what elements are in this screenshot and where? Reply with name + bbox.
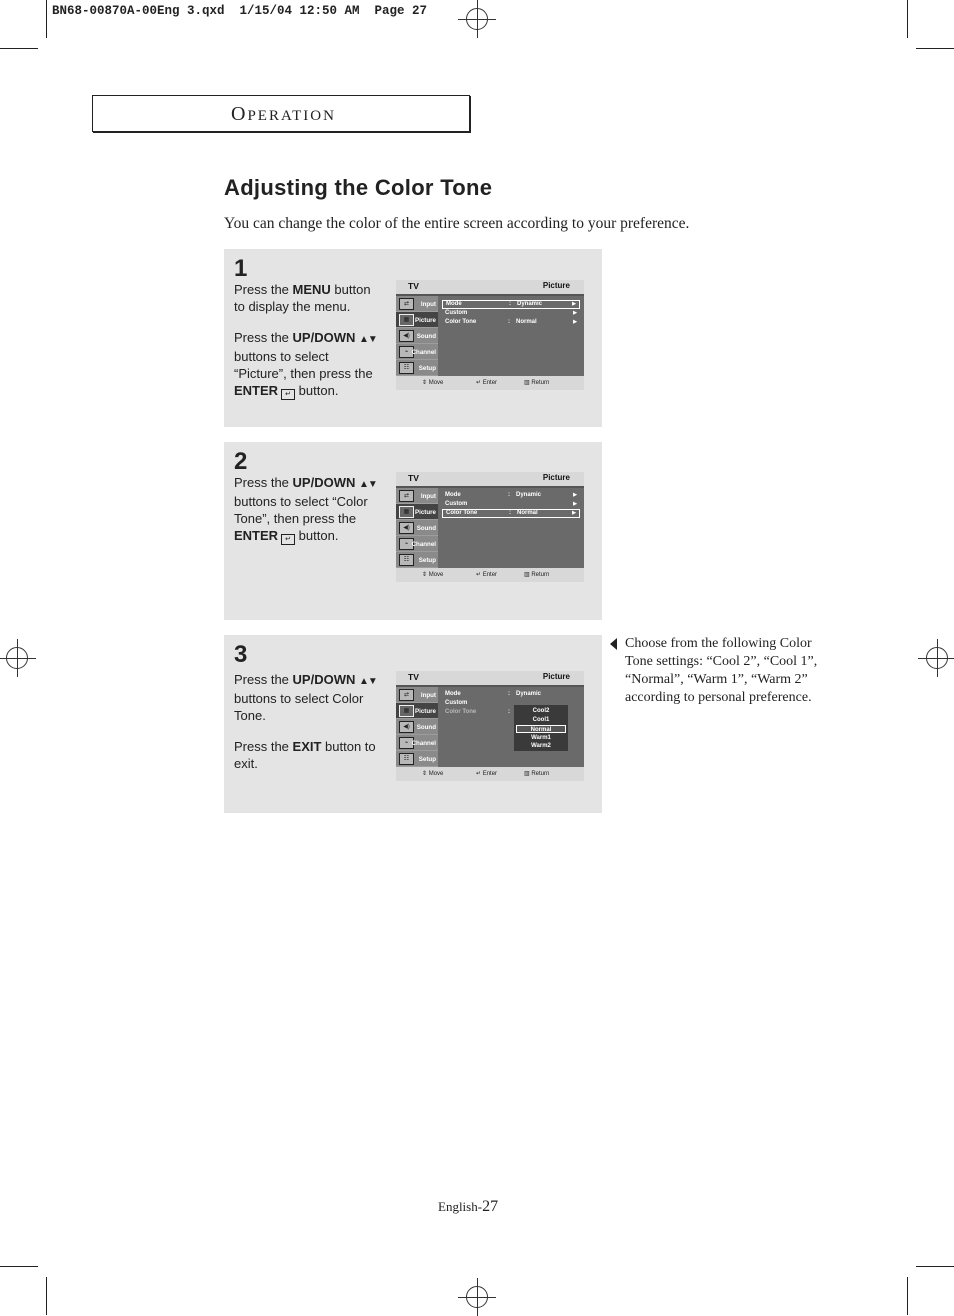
row-value: Dynamic xyxy=(517,301,543,307)
section-header-rest: PERATION xyxy=(247,108,336,124)
step-1-panel xyxy=(224,249,602,427)
footer-label: Enter xyxy=(482,771,498,777)
sound-icon: ◀) xyxy=(399,330,414,342)
osd-menu-label: Channel xyxy=(411,541,436,548)
pointer-triangle-icon xyxy=(610,638,617,650)
side-note xyxy=(610,635,830,707)
osd-menu-label: Setup xyxy=(418,756,436,763)
up-down-arrow-icon: ▲▼ xyxy=(359,334,377,345)
crop-mark xyxy=(907,1277,908,1315)
row-name: Color Tone xyxy=(445,709,477,715)
input-icon: ⇄ xyxy=(399,298,414,310)
osd-menu-input xyxy=(396,296,438,312)
osd-menu-label: Input xyxy=(420,692,436,699)
footer-label: Move xyxy=(428,380,444,386)
row-name: Color Tone xyxy=(445,319,477,325)
footer-label: Move xyxy=(428,572,444,578)
chevron-right-icon: ▶ xyxy=(572,301,576,307)
osd-row-custom xyxy=(442,501,580,509)
osd-content xyxy=(438,488,584,568)
osd-return-hint: ▥ Return xyxy=(524,380,550,386)
print-header: BN68-00870A-00Eng 3.qxd 1/15/04 12:50 AM Page 27 xyxy=(52,4,428,18)
sound-icon: ◀) xyxy=(399,721,414,733)
osd-menu-label: Sound xyxy=(416,525,436,532)
osd-row-color-tone xyxy=(442,509,580,518)
note-text: Choose from the following Color Tone settings: “Cool 2”, “Cool 1”, “Normal”, “Warm 1”, “Warm 2” according to personal preference. xyxy=(625,636,818,705)
footer-label: Move xyxy=(428,771,444,777)
crop-mark xyxy=(916,1266,954,1267)
chevron-right-icon: ▶ xyxy=(573,501,577,507)
tv-osd-screen xyxy=(396,280,584,390)
enter-key-label: ENTER xyxy=(234,528,279,543)
osd-menu-label: Sound xyxy=(416,724,436,731)
osd-title-bar xyxy=(396,280,584,294)
text: button to display the menu. xyxy=(234,282,371,314)
enter-icon: ↵ xyxy=(281,534,295,545)
osd-menu-label: Setup xyxy=(418,557,436,564)
osd-menu-setup xyxy=(396,360,438,376)
up-down-arrow-icon: ▲▼ xyxy=(359,676,377,687)
step-number: 2 xyxy=(234,448,248,475)
text: Press the xyxy=(234,739,293,754)
osd-enter-hint: ↵ Enter xyxy=(476,572,498,578)
picture-icon: ▦ xyxy=(399,506,414,518)
row-value: Normal xyxy=(516,319,537,325)
step-instructions xyxy=(234,671,384,786)
step-2-panel xyxy=(224,442,602,620)
dropdown-option: Cool2 xyxy=(532,708,550,714)
step-instructions xyxy=(234,281,384,413)
osd-menu-picture xyxy=(396,703,438,719)
crop-mark xyxy=(46,0,47,38)
row-name: Custom xyxy=(445,501,468,507)
text: Press the xyxy=(234,330,293,345)
setup-icon: ☷ xyxy=(399,753,414,765)
chevron-right-icon: ▶ xyxy=(572,510,576,516)
osd-enter-hint: ↵ Enter xyxy=(476,771,498,777)
exit-key-label: EXIT xyxy=(292,739,322,754)
crop-mark xyxy=(46,1277,47,1315)
tv-osd-screen xyxy=(396,671,584,781)
crop-mark xyxy=(0,1266,38,1267)
osd-header: Picture xyxy=(542,281,570,290)
chevron-right-icon: ▶ xyxy=(573,319,577,325)
osd-menu-label: Picture xyxy=(415,509,436,516)
step-3-panel xyxy=(224,635,602,813)
crop-mark xyxy=(0,48,38,49)
chevron-right-icon: ▶ xyxy=(573,310,577,316)
section-header xyxy=(92,95,470,132)
chevron-right-icon: ▶ xyxy=(573,492,577,498)
text: Press the xyxy=(234,475,293,490)
row-colon: : xyxy=(508,691,510,697)
osd-tv-label: TV xyxy=(408,473,419,483)
text: buttons to select “Color Tone”, then press the xyxy=(234,494,368,526)
channel-icon: ⌁ xyxy=(399,737,414,749)
osd-title-bar xyxy=(396,671,584,685)
osd-row-custom xyxy=(442,310,580,318)
updown-key-label: UP/DOWN xyxy=(292,672,356,687)
enter-key-label: ENTER xyxy=(234,383,279,398)
osd-return-hint: ▥ Return xyxy=(524,572,550,578)
step-number: 3 xyxy=(234,641,248,668)
osd-move-hint: ⇕ Move xyxy=(422,771,444,777)
osd-enter-hint: ↵ Enter xyxy=(476,380,498,386)
text: buttons to select “Picture”, then press the xyxy=(234,349,373,381)
registration-mark xyxy=(466,8,488,30)
section-header-initial: O xyxy=(231,103,248,125)
row-colon: : xyxy=(508,492,510,498)
osd-header: Picture xyxy=(542,473,570,482)
osd-menu-setup xyxy=(396,751,438,767)
step-instructions xyxy=(234,474,384,558)
dropdown-option: Warm2 xyxy=(531,743,551,749)
footer-label: Return xyxy=(531,771,550,777)
osd-sidebar xyxy=(396,687,438,767)
osd-sidebar xyxy=(396,488,438,568)
osd-title-bar xyxy=(396,472,584,486)
input-icon: ⇄ xyxy=(399,490,414,502)
osd-row-color-tone xyxy=(442,319,580,327)
footer-label: Return xyxy=(531,572,550,578)
picture-icon: ▦ xyxy=(399,705,414,717)
page-title: Adjusting the Color Tone xyxy=(224,175,493,200)
sound-icon: ◀) xyxy=(399,522,414,534)
osd-menu-label: Channel xyxy=(411,740,436,747)
osd-menu-channel xyxy=(396,536,438,552)
up-down-arrow-icon: ▲▼ xyxy=(359,479,377,490)
row-colon: : xyxy=(509,301,511,307)
step-number: 1 xyxy=(234,255,248,282)
osd-menu-setup xyxy=(396,552,438,568)
osd-menu-sound xyxy=(396,719,438,735)
osd-sidebar xyxy=(396,296,438,376)
osd-menu-sound xyxy=(396,328,438,344)
row-name: Custom xyxy=(445,310,468,316)
input-icon: ⇄ xyxy=(399,689,414,701)
osd-footer xyxy=(396,376,584,390)
osd-menu-label: Sound xyxy=(416,333,436,340)
registration-mark xyxy=(926,647,948,669)
setup-icon: ☷ xyxy=(399,362,414,374)
dropdown-option: Warm1 xyxy=(531,735,551,741)
row-name: Mode xyxy=(445,492,461,498)
registration-mark xyxy=(466,1286,488,1308)
osd-menu-label: Setup xyxy=(418,365,436,372)
row-colon: : xyxy=(508,319,510,325)
osd-return-hint: ▥ Return xyxy=(524,771,550,777)
crop-mark xyxy=(907,0,908,38)
dropdown-option-selected: Normal xyxy=(516,725,566,733)
page-number-value: 27 xyxy=(482,1198,499,1215)
updown-key-label: UP/DOWN xyxy=(292,330,356,345)
text: button to exit. xyxy=(234,739,376,771)
osd-menu-label: Channel xyxy=(411,349,436,356)
row-name: Custom xyxy=(445,700,468,706)
setup-icon: ☷ xyxy=(399,554,414,566)
osd-tv-label: TV xyxy=(408,672,419,682)
menu-key-label: MENU xyxy=(292,282,331,297)
crop-mark xyxy=(916,48,954,49)
osd-menu-picture xyxy=(396,504,438,520)
osd-tv-label: TV xyxy=(408,281,419,291)
osd-menu-input xyxy=(396,488,438,504)
row-colon: : xyxy=(508,709,510,715)
osd-row-mode xyxy=(442,492,580,500)
osd-move-hint: ⇕ Move xyxy=(422,572,444,578)
footer-label: Enter xyxy=(482,380,498,386)
osd-menu-input xyxy=(396,687,438,703)
row-colon: : xyxy=(509,510,511,516)
osd-menu-channel xyxy=(396,344,438,360)
text: buttons to select Color Tone. xyxy=(234,691,364,723)
text: button. xyxy=(295,528,339,543)
osd-footer xyxy=(396,767,584,781)
dropdown-option: Cool1 xyxy=(532,717,550,723)
row-value: Dynamic xyxy=(516,691,542,697)
enter-icon: ↵ xyxy=(281,389,295,400)
osd-move-hint: ⇕ Move xyxy=(422,380,444,386)
channel-icon: ⌁ xyxy=(399,346,414,358)
footer-label: Enter xyxy=(482,572,498,578)
page-number-label: English- xyxy=(438,1199,483,1214)
osd-menu-label: Input xyxy=(420,493,436,500)
osd-header: Picture xyxy=(542,672,570,681)
row-name: Mode xyxy=(446,301,462,307)
osd-content xyxy=(438,296,584,376)
row-name: Mode xyxy=(445,691,461,697)
text: Press the xyxy=(234,672,293,687)
osd-menu-picture xyxy=(396,312,438,328)
picture-icon: ▦ xyxy=(399,314,414,326)
osd-menu-sound xyxy=(396,520,438,536)
channel-icon: ⌁ xyxy=(399,538,414,550)
text: button. xyxy=(295,383,339,398)
intro-text: You can change the color of the entire screen according to your preference. xyxy=(224,215,690,232)
osd-menu-label: Picture xyxy=(415,317,436,324)
tv-osd-screen xyxy=(396,472,584,582)
row-name: Color Tone xyxy=(446,510,478,516)
row-value: Normal xyxy=(517,510,538,516)
footer-label: Return xyxy=(531,380,550,386)
text: Press the xyxy=(234,282,293,297)
registration-mark xyxy=(6,647,28,669)
osd-row-mode xyxy=(442,300,580,309)
page-number xyxy=(438,1198,498,1216)
osd-row-mode xyxy=(442,691,580,699)
row-value: Dynamic xyxy=(516,492,542,498)
osd-menu-channel xyxy=(396,735,438,751)
color-tone-dropdown xyxy=(514,705,568,751)
osd-menu-label: Picture xyxy=(415,708,436,715)
osd-footer xyxy=(396,568,584,582)
osd-menu-label: Input xyxy=(420,301,436,308)
updown-key-label: UP/DOWN xyxy=(292,475,356,490)
